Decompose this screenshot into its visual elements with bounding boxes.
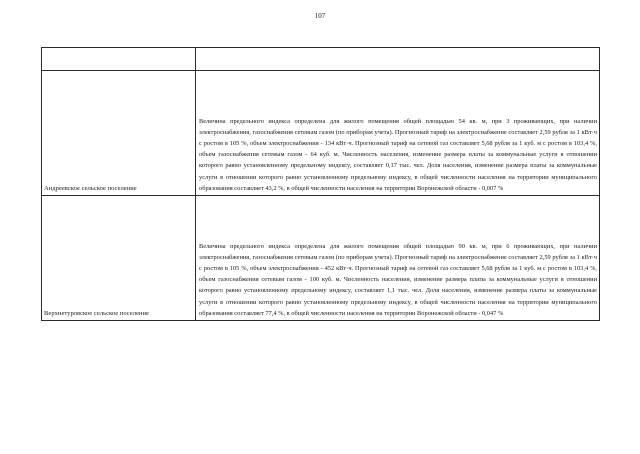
settlement-name: Верхнетуровское сельское поселение xyxy=(44,310,149,318)
table-row xyxy=(42,196,600,321)
settlement-description: Величина предельного индекса определена для жилого помещения общей площадью 54 кв. м, при 3 проживающих, при наличии электроснабжения, газоснабжения сетевым газом (по приборам учета). Прогнозный тариф на электроснабжение составляет 2,59 рубля за 1 кВт·ч с ростом в 105 %, объем электроснабжения - 134 кВт·ч. Прогнозный тариф на сетевой газ составляет 5,68 рубля за 1 куб. м с ростом в 103,4 %, объем газоснабжения сетевым газом - 64 куб. м. Численность населения, изменение размера платы за коммунальные услуги в отношении которого равно установленному предельному индексу, составляет 0,17 тыс. чел. Доля населения, изменение размера платы за коммунальные услуги в отношении которого равно установленному предельному индексу, в общей численности населения на территории муниципального образования составляет 43,2 %, в общей численности населения на территории Воронежской области - 0,007 % xyxy=(199,117,597,192)
table-header-cell-name xyxy=(42,48,196,71)
tariff-index-table xyxy=(41,47,600,321)
settlement-name: Андреевское сельское поселение xyxy=(44,185,137,193)
description-cell xyxy=(196,196,600,321)
description-cell xyxy=(196,71,600,196)
table-header-cell-description xyxy=(196,48,600,71)
settlement-cell xyxy=(42,196,196,321)
table-header-row xyxy=(42,48,600,71)
settlement-description: Величина предельного индекса определена для жилого помещения общей площадью 90 кв. м, при 6 проживающих, при наличии электроснабжения, газоснабжения сетевым газом (по приборам учета). Прогнозный тариф на электроснабжение составляет 2,59 рубля за 1 кВт·ч с ростом в 105 %, объем электроснабжения - 452 кВт·ч. Прогнозный тариф на сетевой газ составляет 5,68 рубля за 1 куб. м с ростом в 103,4 %, объем газоснабжения сетевым газом - 100 куб. м. Численность населения, изменение размера платы за коммунальные услуги в отношении которого равно установленному предельному индексу, составляет 1,1 тыс. чел. Доля населения, изменение размера платы за коммунальные услуги в отношении которого равно установленному предельному индексу, в общей численности населения на территории муниципального образования составляет 77,4 %, в общей численности населения на территории Воронежской области - 0,047 % xyxy=(199,242,597,317)
page-number: 107 xyxy=(314,12,326,20)
table-row xyxy=(42,71,600,196)
settlement-cell xyxy=(42,71,196,196)
